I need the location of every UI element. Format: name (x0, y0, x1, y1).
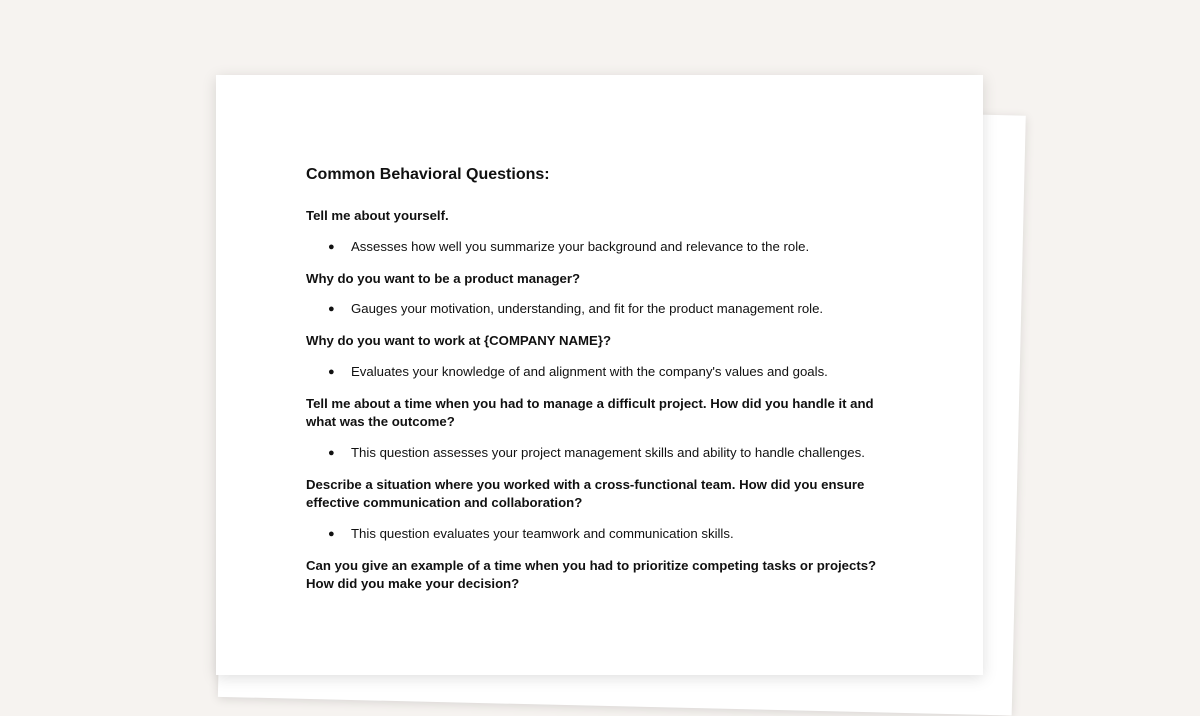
bullet-icon: ● (328, 303, 335, 315)
explanation-1 (306, 238, 906, 256)
document-title: Common Behavioral Questions: (306, 166, 550, 183)
explanation-text: This question assesses your project management skills and ability to handle challenges. (351, 444, 865, 460)
document-page (216, 75, 983, 675)
explanation-text: This question evaluates your teamwork and communication skills. (351, 525, 734, 541)
explanation-text: Evaluates your knowledge of and alignment with the company's values and goals. (351, 363, 828, 379)
explanation-5 (306, 525, 906, 543)
question-3: Why do you want to work at {COMPANY NAME}? (306, 333, 612, 348)
document-content (306, 165, 906, 606)
bullet-icon: ● (328, 240, 335, 253)
explanation-4 (306, 444, 906, 462)
bullet-icon: ● (328, 527, 335, 540)
explanation-3 (306, 363, 906, 381)
bullet-icon: ● (328, 365, 335, 378)
explanation-text: Assesses how well you summarize your background and relevance to the role. (351, 238, 810, 254)
question-6: Can you give an example of a time when you had to prioritize competing tasks or projects? How did you make your decision? (306, 557, 877, 591)
question-2: Why do you want to be a product manager? (306, 270, 581, 286)
explanation-2 (306, 300, 906, 318)
question-5: Describe a situation where you worked with a cross-functional team. How did you ensure effective communication and collaboration? (306, 476, 865, 510)
bullet-icon: ● (328, 446, 335, 459)
question-4: Tell me about a time when you had to manage a difficult project. How did you handle it and what was the outcome? (306, 395, 874, 429)
question-1: Tell me about yourself. (306, 208, 449, 223)
explanation-text: Gauges your motivation, understanding, and fit for the product management role. (351, 301, 824, 316)
